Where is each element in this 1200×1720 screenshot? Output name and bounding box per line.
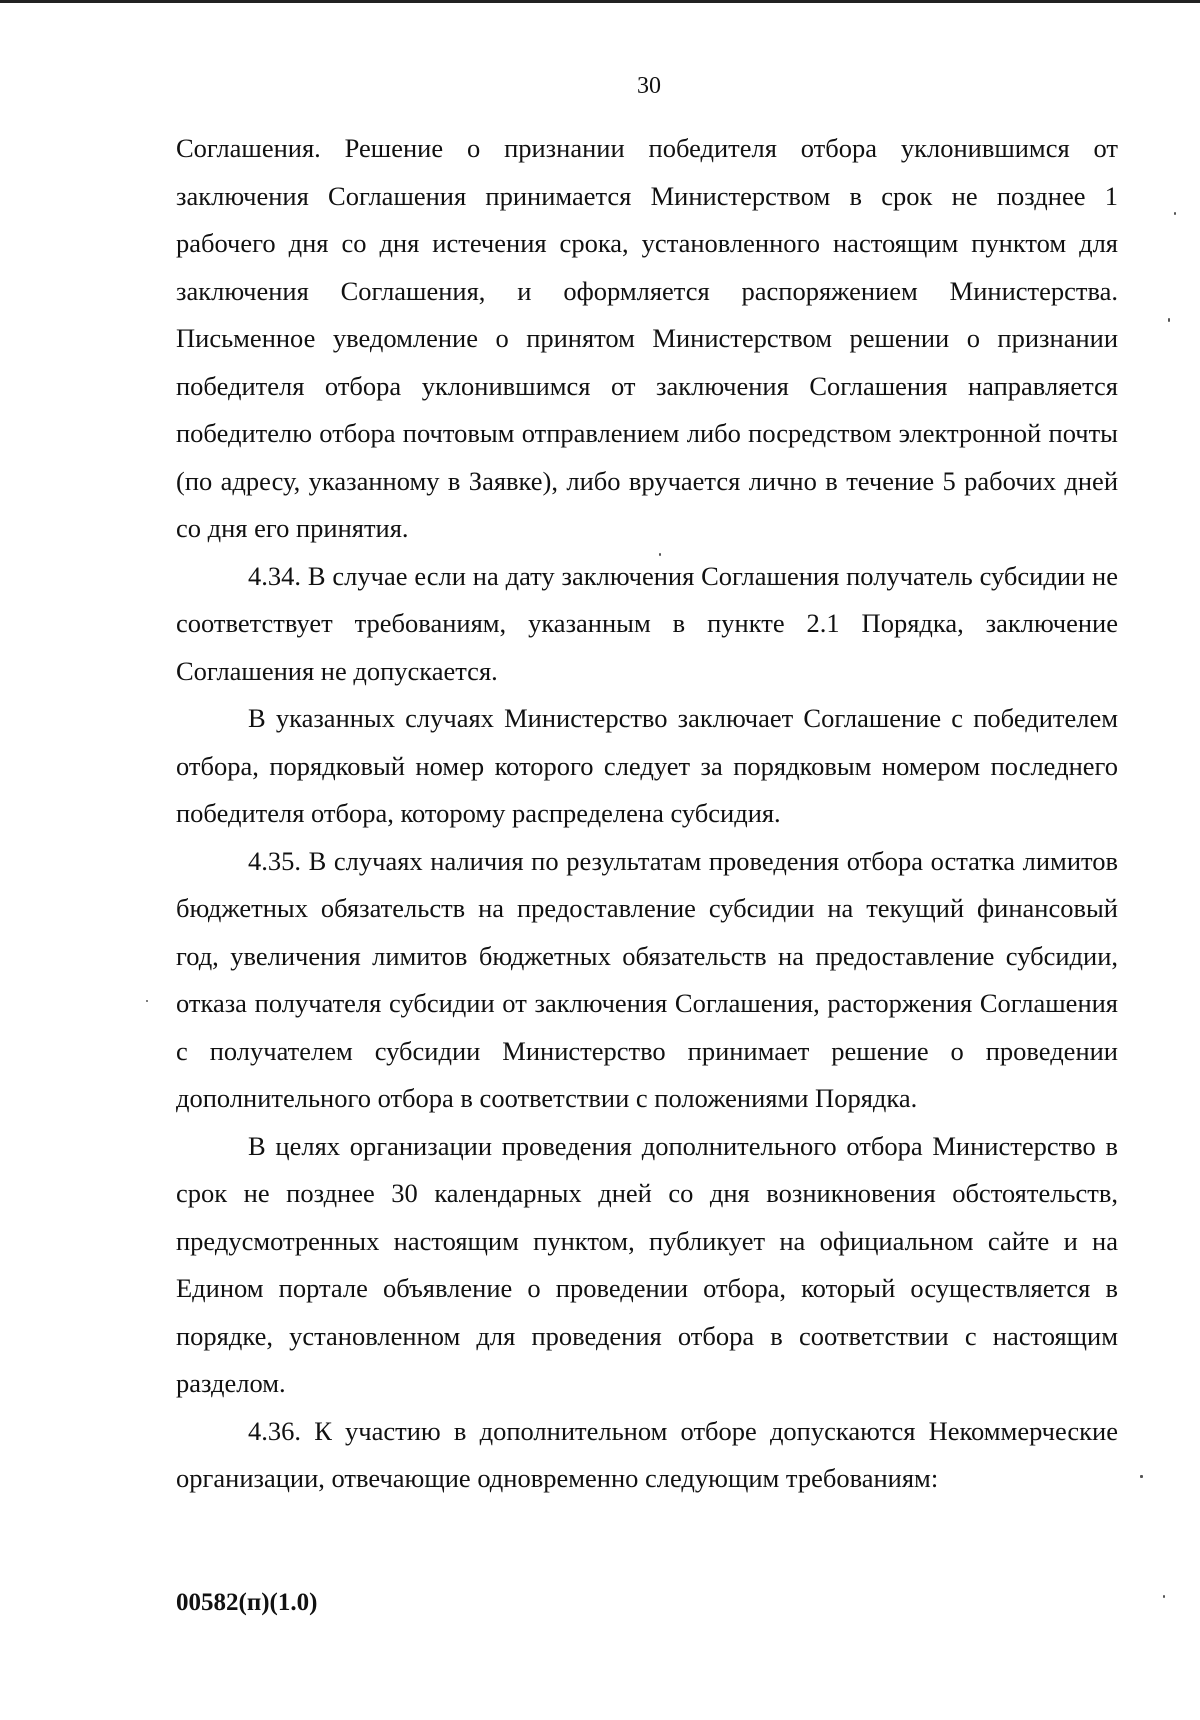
scan-speck xyxy=(1163,1595,1165,1598)
page-top-edge xyxy=(0,0,1200,3)
paragraph-4-34: 4.34. В случае если на дату заключения Соглашения получатель субсидии не соответствует требованиям, указанным в пункте 2.1 Порядка, заключение Соглашения не допускается. xyxy=(176,560,1118,686)
paragraph-continuation: Соглашения. Решение о признании победителя отбора уклонившимся от заключения Соглашения принимается Министерством в срок не позднее 1 рабочего дня со дня истечения срока, установленного настоящим пунктом для заключения Соглашения, и оформляется распоряжением Министерства. Письменное уведомление о принятом Министерством решении о признании победителя отбора уклонившимся от заключения Соглашения направляется победителю отбора почтовым отправлением либо посредством электронной почты (по адресу, указанному в Заявке), либо вручается лично в течение 5 рабочих дней со дня его принятия. xyxy=(176,133,1118,543)
page-number: 30 xyxy=(637,73,661,99)
scan-speck xyxy=(1174,212,1176,215)
scan-speck xyxy=(659,553,661,556)
scan-speck xyxy=(1140,1475,1143,1478)
document-code: 00582(п)(1.0) xyxy=(176,1589,318,1616)
document-body xyxy=(176,125,1118,1503)
paragraph-4-34-followup: В указанных случаях Министерство заключает Соглашение с победителем отбора, порядковый номер которого следует за порядковым номером последнего победителя отбора, которому распределена субсидия. xyxy=(176,703,1118,828)
scan-speck xyxy=(146,1000,148,1002)
scan-speck xyxy=(1168,318,1170,322)
paragraph-4-35: 4.35. В случаях наличия по результатам проведения отбора остатка лимитов бюджетных обязательств на предоставление субсидии на текущий финансовый год, увеличения лимитов бюджетных обязательств на предоставление субсидии, отказа получателя субсидии от заключения Соглашения, расторжения Соглашения с получателем субсидии Министерство принимает решение о проведении дополнительного отбора в соответствии с положениями Порядка. xyxy=(176,845,1118,1113)
paragraph-4-36: 4.36. К участию в дополнительном отборе допускаются Некоммерческие организации, отвечающие одновременно следующим требованиям: xyxy=(176,1415,1118,1493)
paragraph-4-35-followup: В целях организации проведения дополнительного отбора Министерство в срок не позднее 30 календарных дней со дня возникновения обстоятельств, предусмотренных настоящим пунктом, публикует на официальном сайте и на Едином портале объявление о проведении отбора, который осуществляется в порядке, установленном для проведения отбора в соответствии с настоящим разделом. xyxy=(176,1130,1118,1398)
